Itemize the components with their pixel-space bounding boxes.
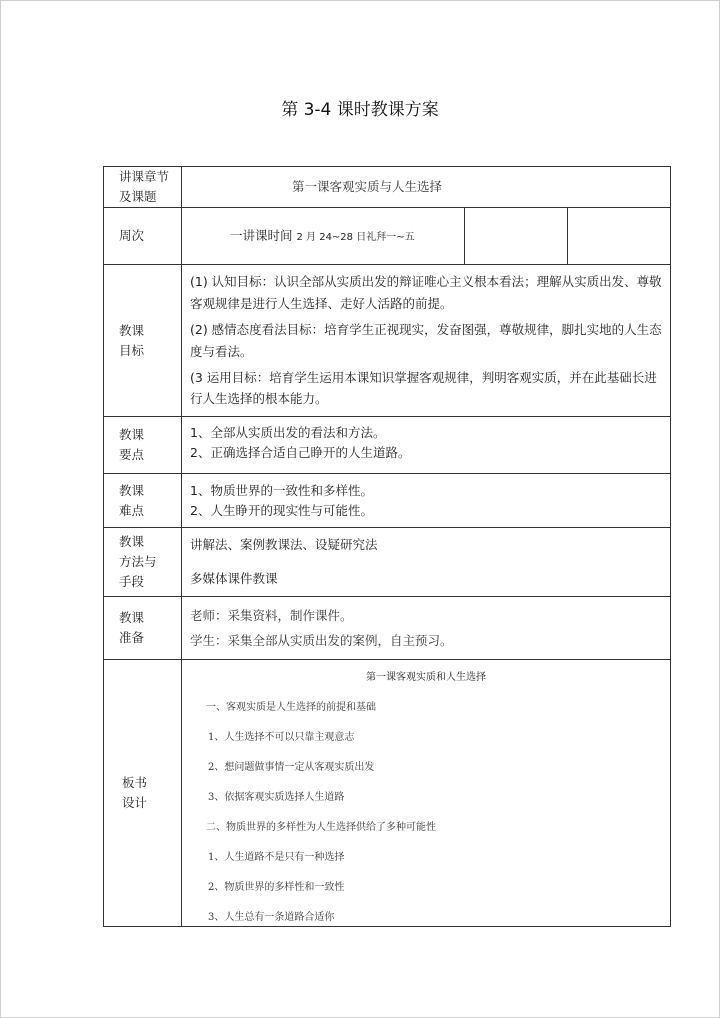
label-difficult — [104, 474, 182, 528]
label-prep — [104, 597, 182, 660]
method-item: 多媒体课件教课 — [190, 571, 278, 587]
label-methods-line3: 手段 — [119, 574, 145, 590]
board-line: 2、想问题做事情一定从客观实质出发 — [208, 762, 375, 774]
board-line: 3、人生总有一条道路合适你 — [208, 912, 335, 924]
label-board-line2: 设计 — [122, 795, 148, 811]
label-key-points — [104, 417, 182, 474]
label-chapter — [104, 167, 182, 208]
row-week — [104, 208, 671, 265]
board-line: 2、物质世界的多样性和一致性 — [208, 882, 345, 894]
goal-item: (2) 感情态度看法目标：培育学生正视现实，发奋图强，尊敬规律，脚扎实地的人生态度与看法。 — [190, 321, 662, 359]
label-chapter-line1: 讲课章节 — [119, 169, 170, 184]
board-line: 1、人生选择不可以只靠主观意志 — [208, 732, 355, 744]
prep-content — [182, 597, 671, 660]
label-difficult-line1: 教课 — [119, 482, 145, 498]
row-board — [104, 660, 671, 927]
key-point-item: 2、正确选择合适自己睁开的人生道路。 — [190, 445, 411, 461]
lesson-plan-table — [103, 166, 671, 927]
week-time — [182, 208, 465, 264]
board-content — [182, 660, 671, 927]
week-prefix: 一讲课时间 — [230, 228, 297, 243]
label-goals-line1: 教课 — [119, 322, 145, 338]
label-methods — [104, 528, 182, 597]
prep-item: 老师：采集资料，制作课件。 — [190, 608, 353, 624]
difficult-content — [182, 474, 671, 528]
row-difficult — [104, 474, 671, 528]
page-title: 第 3-4 课时教课方案 — [281, 100, 439, 120]
label-board — [104, 660, 182, 927]
label-chapter-line2: 及课题 — [119, 189, 157, 204]
key-points-content — [182, 417, 671, 474]
row-prep — [104, 597, 671, 660]
difficult-item: 2、人生睁开的现实性与可能性。 — [190, 502, 373, 518]
row-key-points — [104, 417, 671, 474]
goals-content — [182, 265, 671, 417]
key-point-item: 1、全部从实质出发的看法和方法。 — [190, 425, 386, 441]
row-methods — [104, 528, 671, 597]
label-methods-line2: 方法与 — [119, 554, 157, 570]
prep-item: 学生：采集全部从实质出发的案例，自主预习。 — [190, 633, 453, 649]
board-line: 一、客观实质是人生选择的前提和基础 — [206, 702, 376, 714]
label-key-points-line2: 要点 — [119, 447, 145, 463]
label-difficult-line2: 难点 — [119, 502, 145, 518]
board-title: 第一课客观实质和人生选择 — [366, 672, 486, 684]
methods-content — [182, 528, 671, 597]
board-line: 1、人生道路不是只有一种选择 — [208, 852, 345, 864]
label-goals-line2: 目标 — [119, 342, 145, 358]
week-cells — [182, 208, 671, 265]
label-goals — [104, 265, 182, 417]
row-goals — [104, 265, 671, 417]
label-methods-line1: 教课 — [119, 534, 145, 550]
label-key-points-line1: 教课 — [119, 427, 145, 443]
week-empty-cell — [568, 208, 670, 264]
label-prep-line1: 教课 — [119, 610, 145, 626]
chapter-value: 第一课客观实质与人生选择 — [182, 167, 671, 208]
label-prep-line2: 准备 — [119, 630, 145, 646]
label-board-line1: 板书 — [122, 775, 148, 791]
week-date: 2 月 24~28 日礼拜一~五 — [296, 232, 415, 243]
row-chapter — [104, 167, 671, 208]
difficult-item: 1、物质世界的一致性和多样性。 — [190, 482, 373, 498]
board-line: 3、依据客观实质选择人生道路 — [208, 792, 345, 804]
method-item: 讲解法、案例教课法、设疑研究法 — [190, 537, 378, 553]
goal-item: (3 运用目标：培育学生运用本课知识掌握客观规律，判明客观实质，并在此基础长进行人生选择的根本能力。 — [190, 369, 657, 407]
label-week — [104, 208, 182, 265]
label-week-text: 周次 — [119, 228, 145, 243]
board-line: 二、物质世界的多样性为人生选择供给了多种可能性 — [206, 822, 436, 834]
goal-item: (1) 认知目标：认识全部从实质出发的辩证唯心主义根本看法；理解从实质出发、尊敬客观规律是进行人生选择、走好人活路的前提。 — [190, 274, 662, 311]
week-empty-cell — [465, 208, 568, 264]
